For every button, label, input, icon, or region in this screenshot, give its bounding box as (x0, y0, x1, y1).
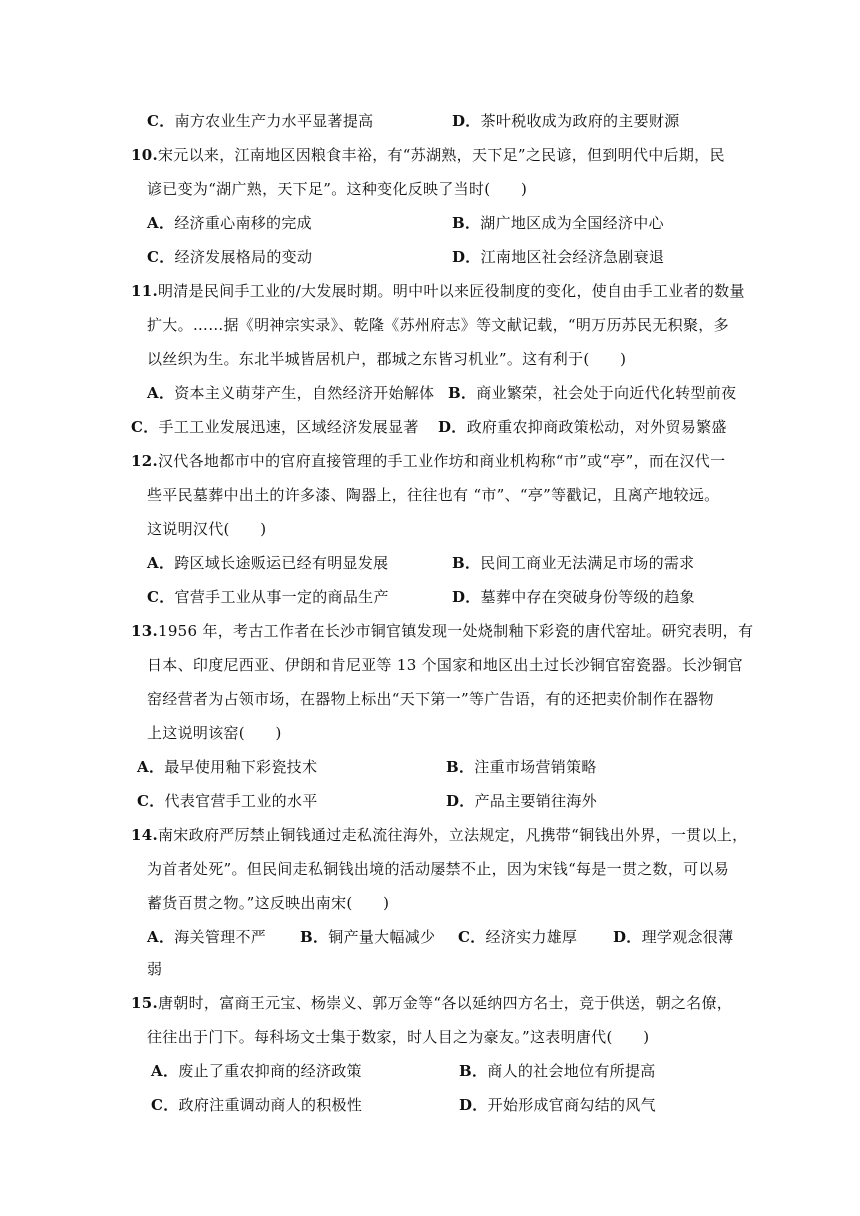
q12-option-c (147, 587, 389, 607)
q11-option-b (448, 383, 736, 403)
q14-stem-line-1 (131, 825, 747, 845)
option-letter: D． (452, 248, 481, 266)
option-letter: D． (438, 418, 467, 436)
option-text: 商业繁荣，社会处于向近代化转型前夜 (476, 384, 737, 402)
q15-stem-line-2: 往往出于门下。每科场文士集于数家，时人目之为豪友。”这表明唐代( ) (147, 1028, 650, 1046)
q12-option-d (452, 587, 695, 607)
q13-stem-line-3: 窑经营者为占领市场，在器物上标出“天下第一”等广告语，有的还把卖价制作在器物 (147, 690, 714, 708)
q10-option-a (147, 213, 312, 233)
option-text: 资本主义萌芽产生，自然经济开始解体 (174, 384, 435, 402)
option-text: 湖广地区成为全国经济中心 (480, 214, 664, 232)
option-text: 茶叶税收成为政府的主要财源 (480, 112, 680, 130)
option-text: 海关管理不严 (174, 928, 267, 946)
option-text: 最早使用釉下彩瓷技术 (164, 758, 318, 776)
option-text: 官营手工业从事一定的商品生产 (174, 588, 389, 606)
option-text: 注重市场营销策略 (474, 758, 597, 776)
q14-stem-line-3: 蓄货百贯之物。”这反映出南宋( ) (147, 894, 390, 912)
option-text: 商人的社会地位有所提高 (487, 1062, 656, 1080)
option-text: 政府注重调动商人的积极性 (178, 1096, 363, 1114)
question-number: 15. (131, 994, 158, 1012)
option-letter: D． (613, 928, 642, 946)
option-text: 手工工业发展迅速，区域经济发展显著 (158, 418, 419, 436)
option-letter: A． (137, 758, 165, 776)
option-text: 墓葬中存在突破身份等级的趋象 (480, 588, 695, 606)
option-text: 政府重农抑商政策松动，对外贸易繁盛 (466, 418, 727, 436)
option-letter: C． (151, 1096, 179, 1114)
q10-option-d (452, 247, 664, 267)
q12-stem-line-1 (131, 451, 725, 471)
q10-stem-line-1 (131, 145, 725, 165)
option-letter: A． (147, 214, 175, 232)
option-letter: B． (452, 214, 481, 232)
q10-option-c (147, 247, 312, 267)
option-text: 经济实力雄厚 (485, 928, 578, 946)
q15-option-b (459, 1061, 656, 1081)
option-text: 跨区域长途贩运已经有明显发展 (174, 554, 389, 572)
q12-option-a (147, 553, 388, 573)
option-letter: C． (137, 792, 165, 810)
q15-option-c (151, 1095, 362, 1115)
question-number: 11. (131, 282, 158, 300)
option-letter: B． (452, 554, 481, 572)
q14-option-b (300, 927, 435, 947)
option-letter: C． (147, 588, 175, 606)
q13-option-b (446, 757, 597, 777)
option-text: 江南地区社会经济急剧衰退 (480, 248, 665, 266)
option-letter: C． (131, 418, 159, 436)
option-letter: A． (147, 928, 175, 946)
option-letter: D． (459, 1096, 488, 1114)
q11-option-d (438, 417, 727, 437)
q13-stem-line-1 (131, 621, 753, 641)
option-letter: B． (300, 928, 329, 946)
q15-option-a (151, 1061, 362, 1081)
q12-stem-line-3: 这说明汉代( ) (147, 520, 267, 538)
option-text: 理学观念很薄 (641, 928, 734, 946)
option-letter: B． (448, 384, 477, 402)
option-text: 开始形成官商勾结的风气 (487, 1096, 656, 1114)
q12-stem-line-2: 些平民墓葬中出土的许多漆、陶器上，往往也有 “市”、“亭”等戳记，且离产地较远。 (147, 486, 720, 504)
option-letter: A． (147, 554, 175, 572)
q14-option-c (458, 927, 577, 947)
q14-option-d-wrap: 弱 (147, 960, 163, 978)
q12-option-b (452, 553, 694, 573)
option-letter: C． (147, 248, 175, 266)
q13-option-a (137, 757, 317, 777)
q14-stem-line-2: 为首者处死”。但民间走私铜钱出境的活动屡禁不止，因为宋钱“每是一贯之数，可以易 (147, 860, 730, 878)
option-letter: A． (151, 1062, 179, 1080)
q15-option-d (459, 1095, 656, 1115)
stem-text: 宋元以来，江南地区因粮食丰裕，有“苏湖熟，天下足”之民谚，但到明代中后期，民 (158, 146, 725, 164)
option-letter: B． (446, 758, 475, 776)
q9-option-d (452, 111, 680, 131)
question-number: 13. (131, 622, 158, 640)
q10-stem-line-2: 谚已变为“湖广熟，天下足”。这种变化反映了当时( ) (147, 180, 528, 198)
q14-option-d (613, 927, 733, 947)
option-text: 铜产量大幅减少 (328, 928, 436, 946)
q14-option-a (147, 927, 266, 947)
option-text: 南方农业生产力水平显著提高 (174, 112, 374, 130)
stem-text: 南宋政府严厉禁止铜钱通过走私流往海外，立法规定，凡携带“铜钱出外界，一贯以上， (158, 826, 748, 844)
option-letter: D． (446, 792, 475, 810)
option-letter: D． (452, 588, 481, 606)
q11-option-c (131, 417, 419, 437)
q13-option-d (446, 791, 597, 811)
q9-option-c (147, 111, 373, 131)
q13-option-c (137, 791, 318, 811)
option-text: 经济发展格局的变动 (174, 248, 313, 266)
option-letter: B． (459, 1062, 488, 1080)
option-text: 经济重心南移的完成 (174, 214, 312, 232)
stem-text: 汉代各地都市中的官府直接管理的手工业作坊和商业机构称“市”或“亭”，而在汉代一 (158, 452, 726, 470)
stem-text: 唐朝时，富商王元宝、杨崇义、郭万金等“各以延纳四方名士，竞于供送，朝之名僚， (158, 994, 733, 1012)
option-text: 民间工商业无法满足市场的需求 (480, 554, 695, 572)
option-letter: D． (452, 112, 481, 130)
q11-stem-line-1 (131, 281, 745, 301)
q13-stem-line-4: 上这说明该窑( ) (147, 724, 282, 742)
question-number: 14. (131, 826, 158, 844)
q11-stem-line-3: 以丝织为生。东北半城皆居机户，郡城之东皆习机业”。这有利于( ) (147, 350, 627, 368)
option-text: 产品主要销往海外 (474, 792, 598, 810)
stem-text: 明清是民间手工业的/大发展时期。明中叶以来匠役制度的变化，使自由手工业者的数量 (158, 282, 745, 300)
q11-stem-line-2: 扩大。……据《明神宗实录》、乾隆《苏州府志》等文献记载，“明万历苏民无积聚，多 (147, 316, 729, 334)
q15-stem-line-1 (131, 993, 732, 1013)
option-letter: A． (147, 384, 175, 402)
question-number: 12. (131, 452, 158, 470)
option-text: 代表官营手工业的水平 (164, 792, 318, 810)
q11-option-a (147, 383, 434, 403)
option-letter: C． (147, 112, 175, 130)
q13-stem-line-2: 日本、印度尼西亚、伊朗和肯尼亚等 13 个国家和地区出土过长沙铜官窑瓷器。长沙铜官 (147, 656, 743, 674)
stem-text: 1956 年，考古工作者在长沙市铜官镇发现一处烧制釉下彩瓷的唐代窑址。研究表明，有 (158, 622, 754, 640)
option-text: 废止了重农抑商的经济政策 (178, 1062, 362, 1080)
question-number: 10. (131, 146, 158, 164)
q10-option-b (452, 213, 664, 233)
option-letter: C． (458, 928, 486, 946)
